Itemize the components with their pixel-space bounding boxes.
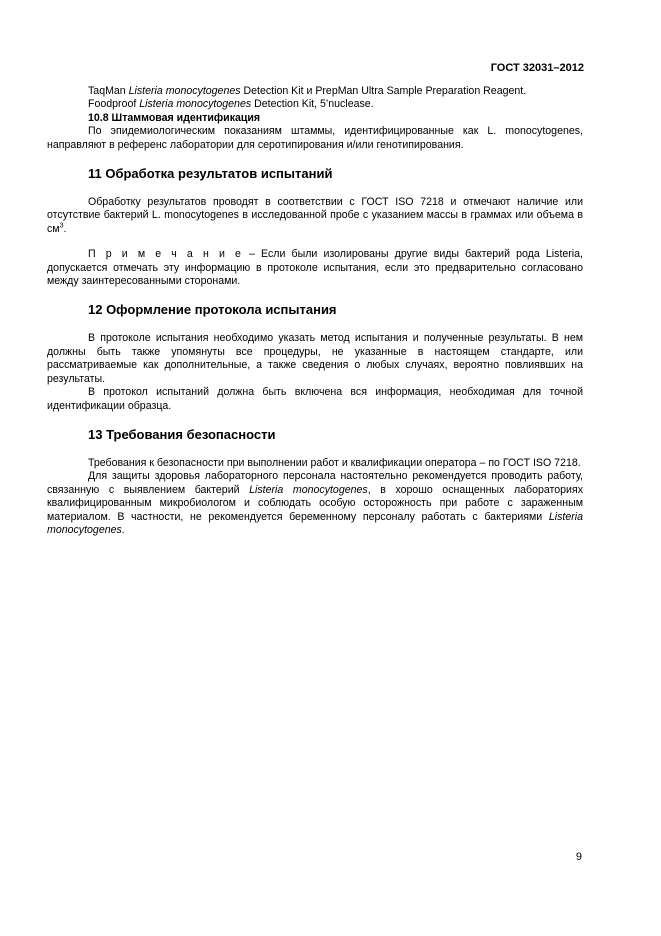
section-11-heading: 11 Обработка результатов испытаний: [88, 166, 333, 182]
kit-2-prefix: Foodproof: [88, 98, 140, 111]
section-13-text-b: , в хорошо оснащенных лабораториях квалифицированным микробиологом и соблюдать особую осторожность при работе с зараженным материалом. В частности, не рекомендуется беременному персоналу работать с бактериями: [47, 483, 583, 523]
kit-2-suffix: Detection Kit, 5’nuclease.: [251, 98, 374, 111]
kit-2-organism: Listeria monocytogenes: [139, 98, 252, 111]
section-12-paragraph-2: В протокол испытаний должна быть включена вся информация, необходимая для точной идентификации образца.: [47, 386, 583, 412]
section-11-text: Обработку результатов проводят в соответствии с ГОСТ ISO 7218 и отмечают наличие или отсутствие бактерий L. monocytogenes в исследованной пробе с указанием массы в граммах или объема в см: [47, 196, 583, 235]
kit-line-2: [47, 98, 583, 111]
kit-1-organism: Listeria monocytogenes: [128, 85, 241, 97]
note-label: П р и м е ч а н и е: [88, 248, 243, 261]
section-13-text-c: .: [121, 523, 125, 536]
section-12-paragraph-1: В протоколе испытания необходимо указать метод испытания и полученные результаты. В нем должны быть также упомянуты все процедуры, не указанные в настоящем стандарте, или рассматриваемые как дополнительные, а также сведения о любых случаях, вероятно повлиявших на результаты.: [47, 332, 583, 385]
section-13-organism-2: Listeria monocytogenes: [47, 510, 583, 536]
unit-superscript: 3: [59, 222, 64, 230]
section-13-paragraph-2: [47, 470, 583, 537]
section-13-paragraph-1: Требования к безопасности при выполнении работ и квалификации оператора – по ГОСТ ISO 7218.: [88, 456, 581, 469]
section-10-8-text: По эпидемиологическим показаниям штаммы, идентифицированные как L. monocytogenes, направляют в референс лаборатории для серотипирования и/или генотипирования.: [47, 125, 583, 151]
kit-1-prefix: TaqMan: [88, 85, 129, 97]
section-11-note: [47, 248, 583, 288]
kit-line-1: [47, 85, 583, 98]
section-13-text-a: Для защиты здоровья лабораторного персонала настоятельно рекомендуется проводить работу, связанную с выявлением бактерий: [47, 470, 583, 496]
page-number: 9: [575, 851, 582, 863]
document-code: ГОСТ 32031–2012: [490, 62, 584, 74]
section-10-8-heading: 10.8 Штаммовая идентификация: [88, 111, 261, 124]
section-11-paragraph: [47, 196, 583, 236]
section-13-organism-1: Listeria monocytogenes: [249, 483, 368, 496]
section-12-heading: 12 Оформление протокола испытания: [88, 302, 337, 318]
section-11-period: .: [63, 222, 67, 235]
section-13-heading: 13 Требования безопасности: [88, 426, 276, 442]
page-content: [47, 85, 583, 537]
kit-1-suffix: Detection Kit и PrepMan Ultra Sample Preparation Reagent.: [240, 85, 527, 97]
note-text: – Если были изолированы другие виды бактерий рода Listeria, допускается отмечать эту информацию в протоколе испытания, если это предварительно согласовано между заинтересованными сторонами.: [47, 248, 583, 288]
